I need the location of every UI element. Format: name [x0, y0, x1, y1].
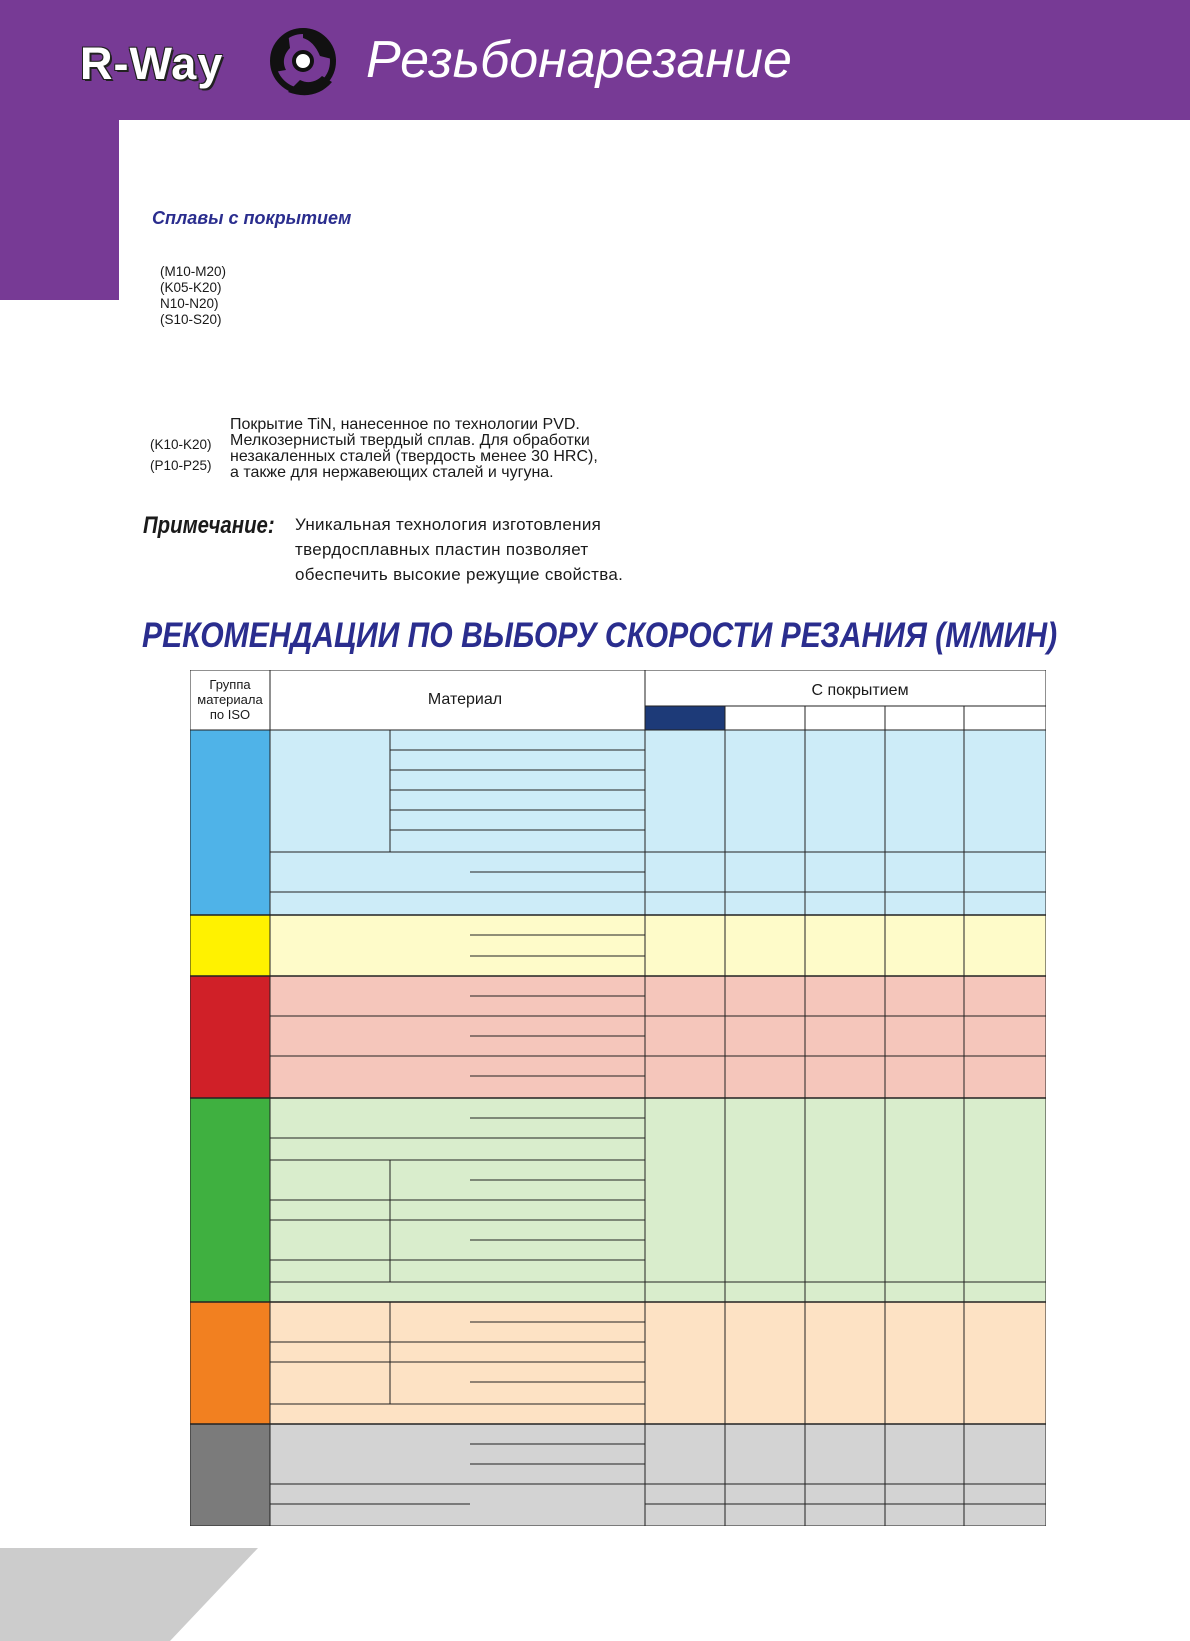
recommendations-heading: РЕКОМЕНДАЦИИ ПО ВЫБОРУ СКОРОСТИ РЕЗАНИЯ (М/МИН) — [142, 616, 1058, 655]
iso-group-row-fill — [270, 915, 1046, 976]
iso-group-swatch — [190, 1302, 270, 1424]
iso-header-line: по ISO — [209, 707, 251, 722]
table-header — [197, 677, 908, 722]
footer-bar — [0, 1548, 1190, 1641]
alloy-grade: N10-N20) — [160, 296, 219, 311]
alloy-grade: (M10-M20) — [160, 264, 227, 279]
iso-group-swatch — [190, 1098, 270, 1302]
material-header: Материал — [427, 691, 503, 708]
iso-group-row-fill — [270, 1302, 1046, 1424]
note-line: Уникальная технология изготовления — [295, 515, 602, 534]
iso-group-swatch — [190, 915, 270, 976]
note-line: твердосплавных пластин позволяет — [295, 540, 589, 559]
note-label: Примечание: — [143, 512, 275, 539]
coating-grade: (P10-P25) — [150, 458, 212, 473]
side-band — [0, 120, 119, 300]
iso-group-swatch — [190, 976, 270, 1098]
alloy-grade: (S10-S20) — [160, 312, 222, 327]
footer-shape — [0, 1548, 258, 1641]
iso-header-line: материала — [197, 692, 263, 707]
alloy-grade: (K05-K20) — [160, 280, 222, 295]
iso-group-swatch — [190, 1424, 270, 1526]
selected-column-header — [645, 706, 725, 730]
iso-header-line: Группа — [209, 677, 251, 692]
coating-grade: (K10-K20) — [150, 437, 212, 452]
cutting-speed-table — [190, 670, 1046, 1526]
coating-description-line: а также для нержавеющих сталей и чугуна. — [230, 464, 554, 481]
table-group-fills — [190, 706, 1046, 1526]
note-line: обеспечить высокие режущие свойства. — [295, 565, 624, 584]
iso-group-row-fill — [270, 730, 1046, 915]
iso-group-row-fill — [270, 976, 1046, 1098]
coating-description-line: Покрытие TiN, нанесенное по технологии PVD. — [230, 416, 580, 433]
iso-group-row-fill — [270, 1424, 1046, 1526]
iso-group-swatch — [190, 730, 270, 915]
coating-description-line: незакаленных сталей (твердость менее 30 HRC), — [230, 448, 598, 465]
logo-text: R-Way — [80, 38, 224, 89]
coated-header: С покрытием — [811, 682, 909, 699]
header-title: Резьбонарезание — [366, 31, 792, 89]
coating-description-line: Мелкозернистый твердый сплав. Для обработки — [230, 432, 590, 449]
logo-icon — [262, 20, 344, 102]
alloy-section-title: Сплавы с покрытием — [152, 208, 352, 228]
